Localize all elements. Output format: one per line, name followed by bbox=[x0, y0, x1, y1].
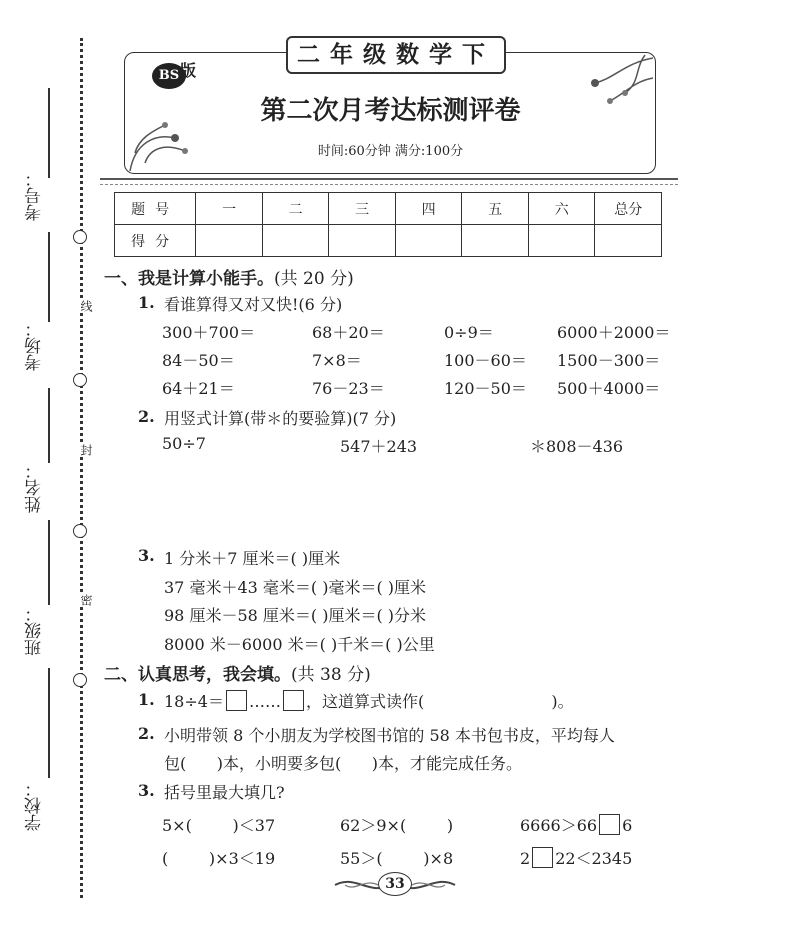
page-title: 第二次月考达标测评卷 bbox=[260, 96, 521, 126]
header-divider bbox=[100, 178, 678, 185]
score-entry-cell[interactable] bbox=[196, 225, 263, 257]
blank-line-exam-number bbox=[48, 88, 50, 178]
label-exam-number: 考号： bbox=[25, 170, 45, 221]
inequality: 5×( )＜37 bbox=[162, 816, 276, 835]
section-2-title: 二、认真思考，我会填。 bbox=[104, 665, 291, 685]
score-table-cell: 一 bbox=[196, 193, 263, 225]
question-number: 1. bbox=[138, 690, 155, 709]
score-entry-cell[interactable] bbox=[262, 225, 329, 257]
score-table bbox=[114, 192, 662, 257]
section-1-points: (共 20 分) bbox=[274, 269, 354, 289]
score-entry-cell[interactable] bbox=[329, 225, 396, 257]
inequality: 55＞( )×8 bbox=[340, 849, 454, 868]
inequality-left: 2 bbox=[520, 849, 531, 868]
expression: 1500－300＝ bbox=[557, 351, 661, 370]
question-number: 3. bbox=[138, 546, 155, 565]
expression: 100－60＝ bbox=[444, 351, 527, 370]
inequality: 62＞9×( ) bbox=[340, 816, 454, 835]
digit-inequality bbox=[520, 813, 632, 836]
remainder-dots: …… bbox=[248, 692, 281, 711]
binding-hole bbox=[73, 673, 87, 687]
question-number: 2. bbox=[138, 407, 155, 426]
expression: 120－50＝ bbox=[444, 379, 527, 398]
unit-conversion-line: 1 分米＋7 厘米＝( )厘米 bbox=[164, 549, 341, 568]
answer-box[interactable] bbox=[283, 690, 304, 711]
score-table-header-row bbox=[115, 193, 662, 225]
expression: 76－23＝ bbox=[312, 379, 385, 398]
section-1-heading bbox=[104, 264, 354, 289]
score-table-cell: 二 bbox=[262, 193, 329, 225]
unit-conversion-line: 8000 米－6000 米＝( )千米＝( )公里 bbox=[164, 635, 435, 654]
score-entry-cell[interactable] bbox=[595, 225, 662, 257]
question-number: 2. bbox=[138, 724, 155, 743]
question-1-text: 看谁算得又对又快!(6 分) bbox=[164, 295, 343, 314]
score-entry-cell[interactable] bbox=[395, 225, 462, 257]
inequality-right: 6 bbox=[622, 816, 633, 835]
label-name: 姓名： bbox=[25, 462, 45, 513]
unit-conversion-line: 37 毫米＋43 毫米＝( )毫米＝( )厘米 bbox=[164, 578, 427, 597]
binding-hole bbox=[73, 373, 87, 387]
score-entry-cell[interactable] bbox=[462, 225, 529, 257]
section-2-heading bbox=[104, 660, 371, 685]
label-exam-room: 考场： bbox=[25, 320, 45, 371]
expression: 547＋243 bbox=[340, 437, 418, 456]
label-class: 班级： bbox=[25, 605, 45, 656]
score-table-cell: 三 bbox=[329, 193, 396, 225]
expression: 84－50＝ bbox=[162, 351, 235, 370]
binding-dotted-line bbox=[80, 38, 83, 898]
edition-suffix: 版 bbox=[180, 61, 197, 80]
score-table-cell: 总分 bbox=[595, 193, 662, 225]
division-question bbox=[164, 689, 574, 712]
expression: 64＋21＝ bbox=[162, 379, 235, 398]
expression: 7×8＝ bbox=[312, 351, 362, 370]
inequality-right: 22＜2345 bbox=[555, 849, 633, 868]
section-1-title: 一、我是计算小能手。 bbox=[104, 269, 274, 289]
read-as-blank: )。 bbox=[424, 692, 574, 711]
seal-char-secret: 密 bbox=[79, 594, 93, 606]
expression: 68＋20＝ bbox=[312, 323, 385, 342]
score-table-score-row bbox=[115, 225, 662, 257]
seal-char-line: 线 bbox=[79, 300, 93, 312]
inequality: ( )×3＜19 bbox=[162, 849, 276, 868]
expression: 50÷7 bbox=[162, 434, 206, 453]
blank-line-school bbox=[48, 668, 50, 778]
word-problem-line: 小明带领 8 个小朋友为学校图书馆的 58 本书包书皮，平均每人 bbox=[164, 726, 615, 745]
answer-box[interactable] bbox=[226, 690, 247, 711]
answer-box[interactable] bbox=[599, 814, 620, 835]
page-number: 33 bbox=[378, 872, 412, 896]
word-problem-line: 包( )本，小明要多包( )本，才能完成任务。 bbox=[164, 754, 523, 773]
unit-conversion-line: 98 厘米－58 厘米＝( )厘米＝( )分米 bbox=[164, 606, 427, 625]
seal-char-seal: 封 bbox=[79, 444, 93, 456]
answer-box[interactable] bbox=[532, 847, 553, 868]
score-table-cell: 题号 bbox=[115, 193, 196, 225]
question-number: 1. bbox=[138, 293, 155, 312]
binding-hole bbox=[73, 230, 87, 244]
score-table-cell: 四 bbox=[395, 193, 462, 225]
grade-banner: 二年级数学下 bbox=[286, 36, 506, 74]
score-table-cell: 得分 bbox=[115, 225, 196, 257]
section-2-points: (共 38 分) bbox=[291, 665, 371, 685]
edition-badge: BS bbox=[152, 63, 186, 89]
division-expression: 18÷4＝ bbox=[164, 692, 224, 711]
blank-line-class bbox=[48, 520, 50, 605]
expression: 500＋4000＝ bbox=[557, 379, 661, 398]
expression: 6000＋2000＝ bbox=[557, 323, 671, 342]
label-school: 学校： bbox=[25, 780, 45, 831]
expression: 0÷9＝ bbox=[444, 323, 494, 342]
time-info: 时间:60分钟 满分:100分 bbox=[317, 144, 464, 159]
question-number: 3. bbox=[138, 781, 155, 800]
expression: ＊808－436 bbox=[530, 437, 624, 456]
score-table-cell: 六 bbox=[528, 193, 595, 225]
question-3-text: 括号里最大填几? bbox=[164, 783, 285, 802]
blank-line-exam-room bbox=[48, 232, 50, 322]
blank-line-name bbox=[48, 388, 50, 463]
inequality-left: 6666＞66 bbox=[520, 816, 598, 835]
question-2-text: 用竖式计算(带＊的要验算)(7 分) bbox=[164, 409, 397, 428]
score-entry-cell[interactable] bbox=[528, 225, 595, 257]
digit-inequality bbox=[520, 846, 632, 869]
binding-hole bbox=[73, 524, 87, 538]
expression: 300＋700＝ bbox=[162, 323, 256, 342]
read-as-text: ，这道算式读作( bbox=[305, 692, 425, 711]
score-table-cell: 五 bbox=[462, 193, 529, 225]
